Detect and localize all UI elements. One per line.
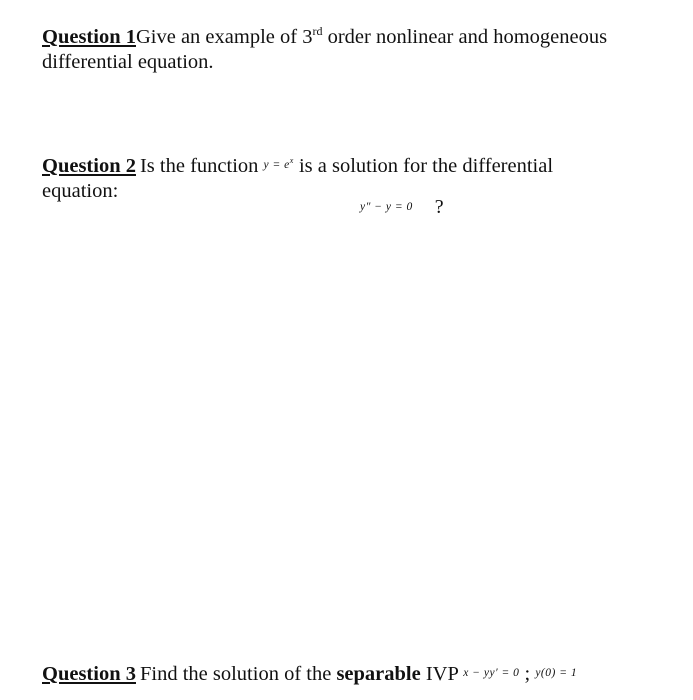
equation-expression: y″ − y = 0 bbox=[360, 201, 413, 213]
function-expression bbox=[263, 156, 294, 171]
question-2-text-cont: is a solution for the differential bbox=[298, 155, 554, 177]
function-lhs: y = e bbox=[263, 159, 290, 171]
ivp-equation: x − yy′ = 0 bbox=[463, 667, 520, 679]
question-2-line-1 bbox=[42, 148, 553, 179]
question-3-text: Find the solution of the bbox=[139, 663, 332, 685]
question-2 bbox=[42, 148, 553, 204]
separable-word: separable bbox=[336, 663, 421, 685]
question-1-text: Give an example of 3 bbox=[135, 26, 313, 48]
question-3-label: Question 3 bbox=[42, 663, 136, 685]
initial-condition: y(0) = 1 bbox=[535, 667, 578, 679]
question-1-line-1 bbox=[42, 25, 607, 50]
function-exponent: x bbox=[289, 156, 294, 165]
question-1-label: Question 1 bbox=[42, 26, 136, 48]
question-mark: ? bbox=[434, 196, 444, 218]
question-2-label: Question 2 bbox=[42, 155, 136, 177]
question-2-line-2: equation: bbox=[42, 180, 119, 202]
ordinal-superscript: rd bbox=[312, 24, 323, 39]
question-1-line-2: differential equation. bbox=[42, 51, 214, 73]
question-1 bbox=[42, 25, 607, 75]
differential-equation bbox=[360, 196, 444, 219]
question-3-text-cont: IVP bbox=[425, 663, 459, 685]
ivp-separator: ; bbox=[524, 663, 531, 685]
question-1-text-cont: order nonlinear and homogeneous bbox=[322, 26, 608, 48]
question-2-text: Is the function bbox=[139, 155, 259, 177]
question-3-line-1 bbox=[42, 661, 577, 687]
question-3 bbox=[42, 661, 577, 687]
